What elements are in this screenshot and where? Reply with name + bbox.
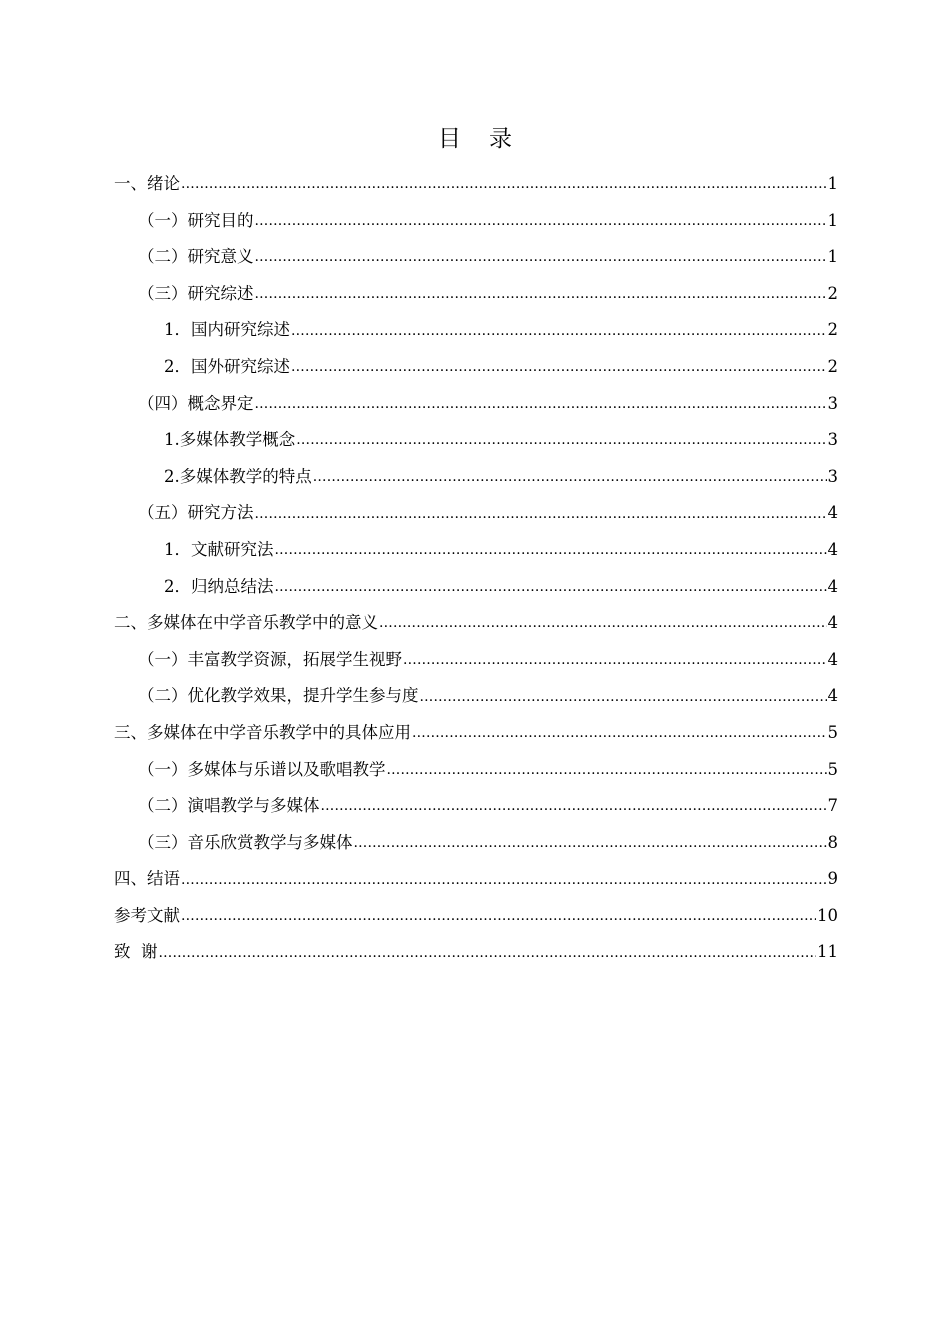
toc-entry-label: 三、多媒体在中学音乐教学中的具体应用 [114,722,411,742]
toc-entry-label: 1.多媒体教学概念 [164,430,296,450]
toc-leader-dots [159,943,817,963]
toc-entry[interactable] [114,239,838,276]
toc-entry[interactable] [114,825,838,862]
toc-entry-page-number: 4 [827,649,838,669]
toc-leader-dots [321,796,827,816]
toc-entry-label: （三）研究综述 [138,283,254,303]
toc-entry-page-number: 8 [827,832,838,852]
toc-list [114,166,838,971]
toc-entry-page-number: 9 [827,869,838,889]
toc-entry-label: 2．国外研究综述 [164,356,290,376]
toc-entry-page-number: 4 [827,613,838,633]
toc-leader-dots [181,870,827,890]
toc-entry[interactable] [114,569,838,606]
toc-entry-label: （二）优化教学效果，提升学生参与度 [138,686,419,706]
toc-leader-dots [387,760,827,780]
toc-entry[interactable] [114,422,838,459]
toc-entry-page-number: 1 [827,210,838,230]
toc-entry[interactable] [114,752,838,789]
toc-leader-dots [275,540,827,560]
toc-entry-page-number: 1 [827,247,838,267]
toc-entry-page-number: 2 [827,320,838,340]
toc-entry[interactable] [114,788,838,825]
toc-entry-page-number: 4 [827,686,838,706]
toc-leader-dots [255,394,827,414]
toc-entry[interactable] [114,386,838,423]
toc-entry[interactable] [114,166,838,203]
toc-entry-label: 1．文献研究法 [164,539,274,559]
toc-entry[interactable] [114,642,838,679]
toc-entry-label: （二）研究意义 [138,247,254,267]
toc-entry-page-number: 4 [827,503,838,523]
toc-leader-dots [181,906,816,926]
toc-entry-page-number: 4 [827,539,838,559]
toc-entry-label: 2．归纳总结法 [164,576,274,596]
toc-entry-label: （二）演唱教学与多媒体 [138,796,320,816]
toc-entry-page-number: 5 [827,759,838,779]
toc-leader-dots [291,321,827,341]
toc-leader-dots [412,723,827,743]
toc-leader-dots [379,613,827,633]
toc-leader-dots [255,504,827,524]
toc-leader-dots [181,174,827,194]
toc-entry-label: 二、多媒体在中学音乐教学中的意义 [114,613,378,633]
toc-entry-page-number: 3 [827,393,838,413]
toc-leader-dots [403,650,827,670]
toc-entry[interactable] [114,495,838,532]
toc-entry-label: 致 谢 [114,942,158,962]
toc-entry[interactable] [114,312,838,349]
toc-entry-page-number: 7 [827,796,838,816]
toc-entry-page-number: 11 [817,942,838,962]
toc-entry-label: （一）研究目的 [138,210,254,230]
toc-entry-label: （五）研究方法 [138,503,254,523]
toc-entry[interactable] [114,898,838,935]
toc-entry-page-number: 1 [827,174,838,193]
toc-entry-page-number: 3 [827,466,838,486]
toc-entry[interactable] [114,715,838,752]
toc-entry[interactable] [114,532,838,569]
toc-leader-dots [291,357,827,377]
toc-entry-page-number: 5 [827,722,838,742]
toc-entry-label: （三）音乐欣赏教学与多媒体 [138,832,353,852]
toc-entry-label: 四、结语 [114,869,180,889]
toc-title [0,122,950,156]
toc-leader-dots [420,687,827,707]
toc-entry-page-number: 3 [827,430,838,450]
toc-entry[interactable] [114,678,838,715]
toc-entry-label: 2.多媒体教学的特点 [164,466,312,486]
toc-entry-label: （四）概念界定 [138,393,254,413]
toc-leader-dots [255,284,827,304]
toc-entry-page-number: 2 [827,283,838,303]
toc-entry[interactable] [114,349,838,386]
toc-entry-label: 1．国内研究综述 [164,320,290,340]
toc-title-char-2: 录 [489,126,512,152]
toc-entry[interactable] [114,605,838,642]
toc-entry[interactable] [114,934,838,971]
toc-entry-label: （一）多媒体与乐谱以及歌唱教学 [138,759,386,779]
toc-leader-dots [313,467,827,487]
toc-entry[interactable] [114,203,838,240]
toc-entry[interactable] [114,861,838,898]
toc-leader-dots [354,833,827,853]
toc-entry[interactable] [114,276,838,313]
toc-entry-page-number: 10 [817,905,838,925]
toc-leader-dots [296,430,826,450]
toc-entry-page-number: 4 [827,576,838,596]
toc-entry[interactable] [114,459,838,496]
toc-title-char-1: 目 [438,126,461,152]
toc-entry-page-number: 2 [827,356,838,376]
toc-entry-label: 参考文献 [114,905,180,925]
toc-leader-dots [255,211,827,231]
toc-entry-label: （一）丰富教学资源，拓展学生视野 [138,649,402,669]
toc-leader-dots [275,577,827,597]
toc-entry-label: 一、绪论 [114,174,180,193]
toc-leader-dots [255,247,827,267]
